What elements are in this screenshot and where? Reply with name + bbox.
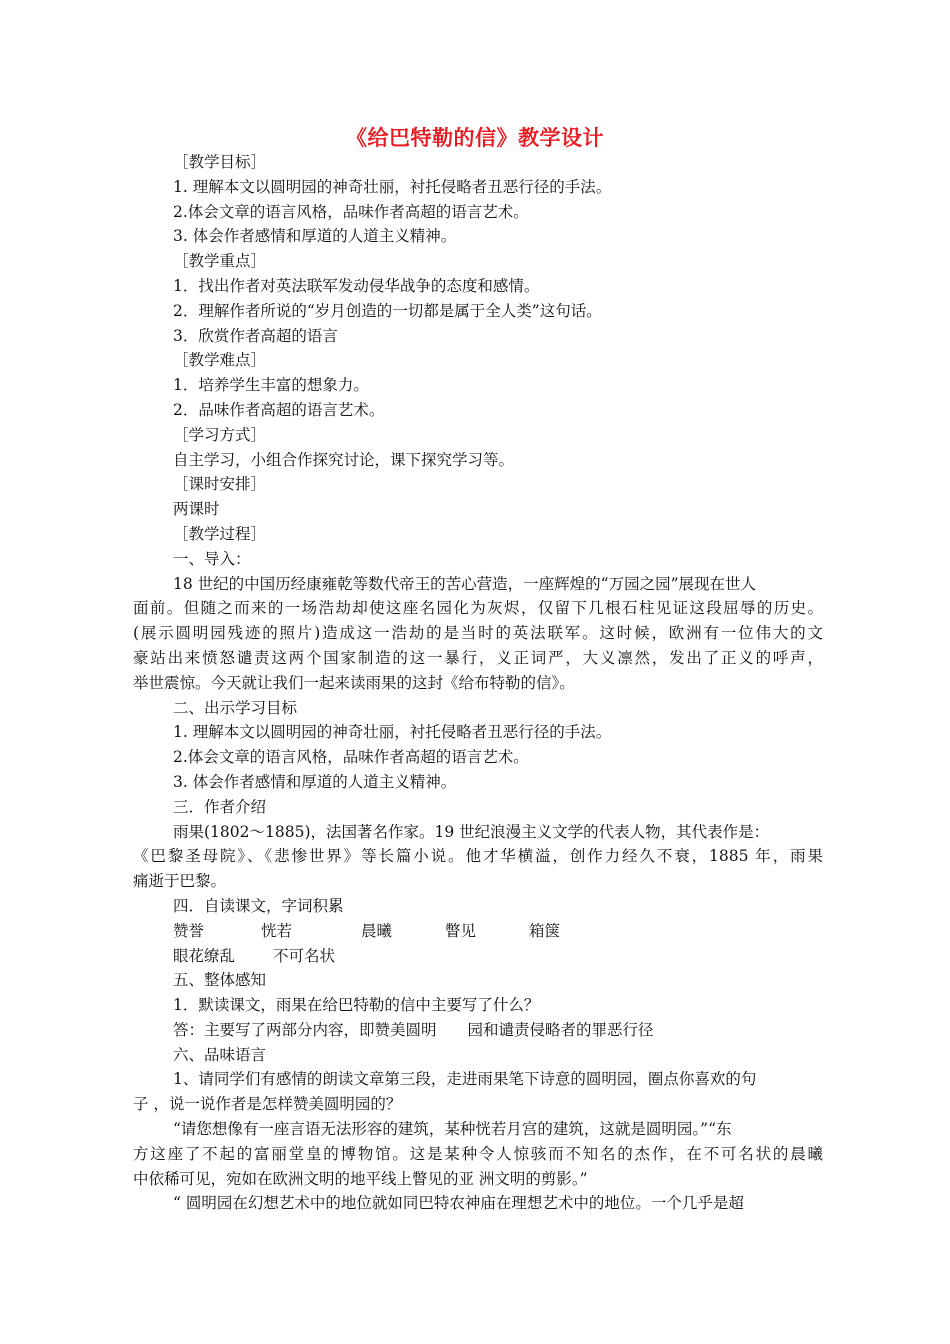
- vocab-word: 恍若: [261, 921, 293, 940]
- section-heading: 四．自读课文，字词积累: [173, 896, 344, 915]
- vocab-word: 不可名状: [273, 946, 336, 965]
- vocab-word: 眼花缭乱: [173, 946, 236, 965]
- paragraph-line: 面前。但随之而来的一场浩劫却使这座名园化为灰烬，仅留下几根石柱见证这段屈辱的历史。: [133, 599, 823, 618]
- vocab-row: [133, 919, 823, 944]
- paragraph-line: 18 世纪的中国历经康雍乾等数代帝王的苦心营造，一座辉煌的“万园之园”展现在世人: [173, 574, 757, 593]
- goal-item: 3. 体会作者感情和厚道的人道主义精神。: [173, 227, 457, 246]
- goal-item: 3. 体会作者感情和厚道的人道主义精神。: [173, 772, 457, 791]
- schedule-text: 两课时: [173, 500, 220, 519]
- method-text: 自主学习，小组合作探究讨论，课下探究学习等。: [173, 450, 515, 469]
- paragraph-line: 中依稀可见，宛如在欧洲文明的地平线上瞥见的亚 洲文明的剪影。”: [133, 1169, 588, 1188]
- paragraph-line: 1、请同学们有感情的朗读文章第三段，走进雨果笔下诗意的圆明园，圈点你喜欢的句: [173, 1070, 757, 1089]
- paragraph-line: 子 ，说一说作者是怎样赞美圆明园的？: [133, 1095, 402, 1114]
- goal-item: 2.体会文章的语言风格，品味作者高超的语言艺术。: [173, 202, 529, 221]
- paragraph-line: 痛逝于巴黎。: [133, 872, 227, 891]
- paragraph-line: “ 圆明园在幻想艺术中的地位就如同巴特农神庙在理想艺术中的地位。一个几乎是超: [173, 1194, 744, 1213]
- goal-item: 2.体会文章的语言风格，品味作者高超的语言艺术。: [173, 748, 529, 767]
- vocab-word: 晨曦: [361, 921, 393, 940]
- section-heading: 三．作者介绍: [173, 797, 267, 816]
- paragraph-line: 举世震惊。今天就让我们一起来读雨果的这封《给布特勒的信》。: [133, 673, 575, 692]
- vocab-word: 瞥见: [445, 921, 477, 940]
- paragraph-line: 豪站出来愤怒谴责这两个国家制造的这一暴行，义正词严，大义凛然，发出了正义的呼声，: [133, 648, 823, 667]
- vocab-word: 箱箧: [529, 921, 561, 940]
- section-heading: 六、品味语言: [173, 1045, 267, 1064]
- difficulty-item: 1．培养学生丰富的想象力。: [173, 376, 369, 395]
- goal-item: 1. 理解本文以圆明园的神奇壮丽，衬托侵略者丑恶行径的手法。: [173, 177, 612, 196]
- section-heading: ［学习方式］: [173, 425, 267, 444]
- section-heading: 一、导入：: [173, 549, 251, 568]
- section-heading: ［教学目标］: [173, 153, 267, 171]
- difficulty-item: 2．品味作者高超的语言艺术。: [173, 400, 385, 419]
- focus-item: 2．理解作者所说的“岁月创造的一切都是属于全人类”这句话。: [173, 301, 602, 320]
- document-title: 《给巴特勒的信》教学设计: [346, 126, 604, 150]
- focus-item: 1．找出作者对英法联军发动侵华战争的态度和感情。: [173, 276, 540, 295]
- goal-item: 1. 理解本文以圆明园的神奇壮丽，衬托侵略者丑恶行径的手法。: [173, 723, 612, 742]
- paragraph-line: 雨果(1802～1885)，法国著名作家。19 世纪浪漫主义文学的代表人物，其代表作是：: [173, 822, 770, 841]
- section-heading: 二、出示学习目标: [173, 698, 298, 717]
- focus-item: 3．欣赏作者高超的语言: [173, 326, 338, 345]
- section-heading: ［教学过程］: [173, 524, 267, 543]
- section-heading: ［教学难点］: [173, 351, 267, 370]
- answer-text: 答：主要写了两部分内容，即赞美圆明 园和谴责侵略者的罪恶行径: [173, 1020, 654, 1039]
- question-text: 1．默读课文，雨果在给巴特勒的信中主要写了什么？: [173, 996, 540, 1015]
- vocab-row: [133, 944, 823, 969]
- section-heading: 五、整体感知: [173, 971, 267, 990]
- paragraph-line: “请您想像有一座言语无法形容的建筑，某种恍若月宫的建筑，这就是圆明园。”“东: [173, 1120, 732, 1139]
- document-body: [133, 150, 823, 1216]
- paragraph-line: 《巴黎圣母院》、《悲惨世界》等长篇小说。他才华横溢，创作力经久不衰，1885 年，雨果: [133, 847, 823, 866]
- paragraph-line: 方这座了不起的富丽堂皇的博物馆。这是某种令人惊骇而不知名的杰作，在不可名状的晨曦: [133, 1144, 823, 1163]
- section-heading: ［课时安排］: [173, 475, 267, 494]
- vocab-word: 赞誉: [173, 921, 205, 940]
- paragraph-line: (展示圆明园残迹的照片)造成这一浩劫的是当时的英法联军。这时候，欧洲有一位伟大的文: [133, 624, 823, 643]
- section-heading: ［教学重点］: [173, 252, 267, 271]
